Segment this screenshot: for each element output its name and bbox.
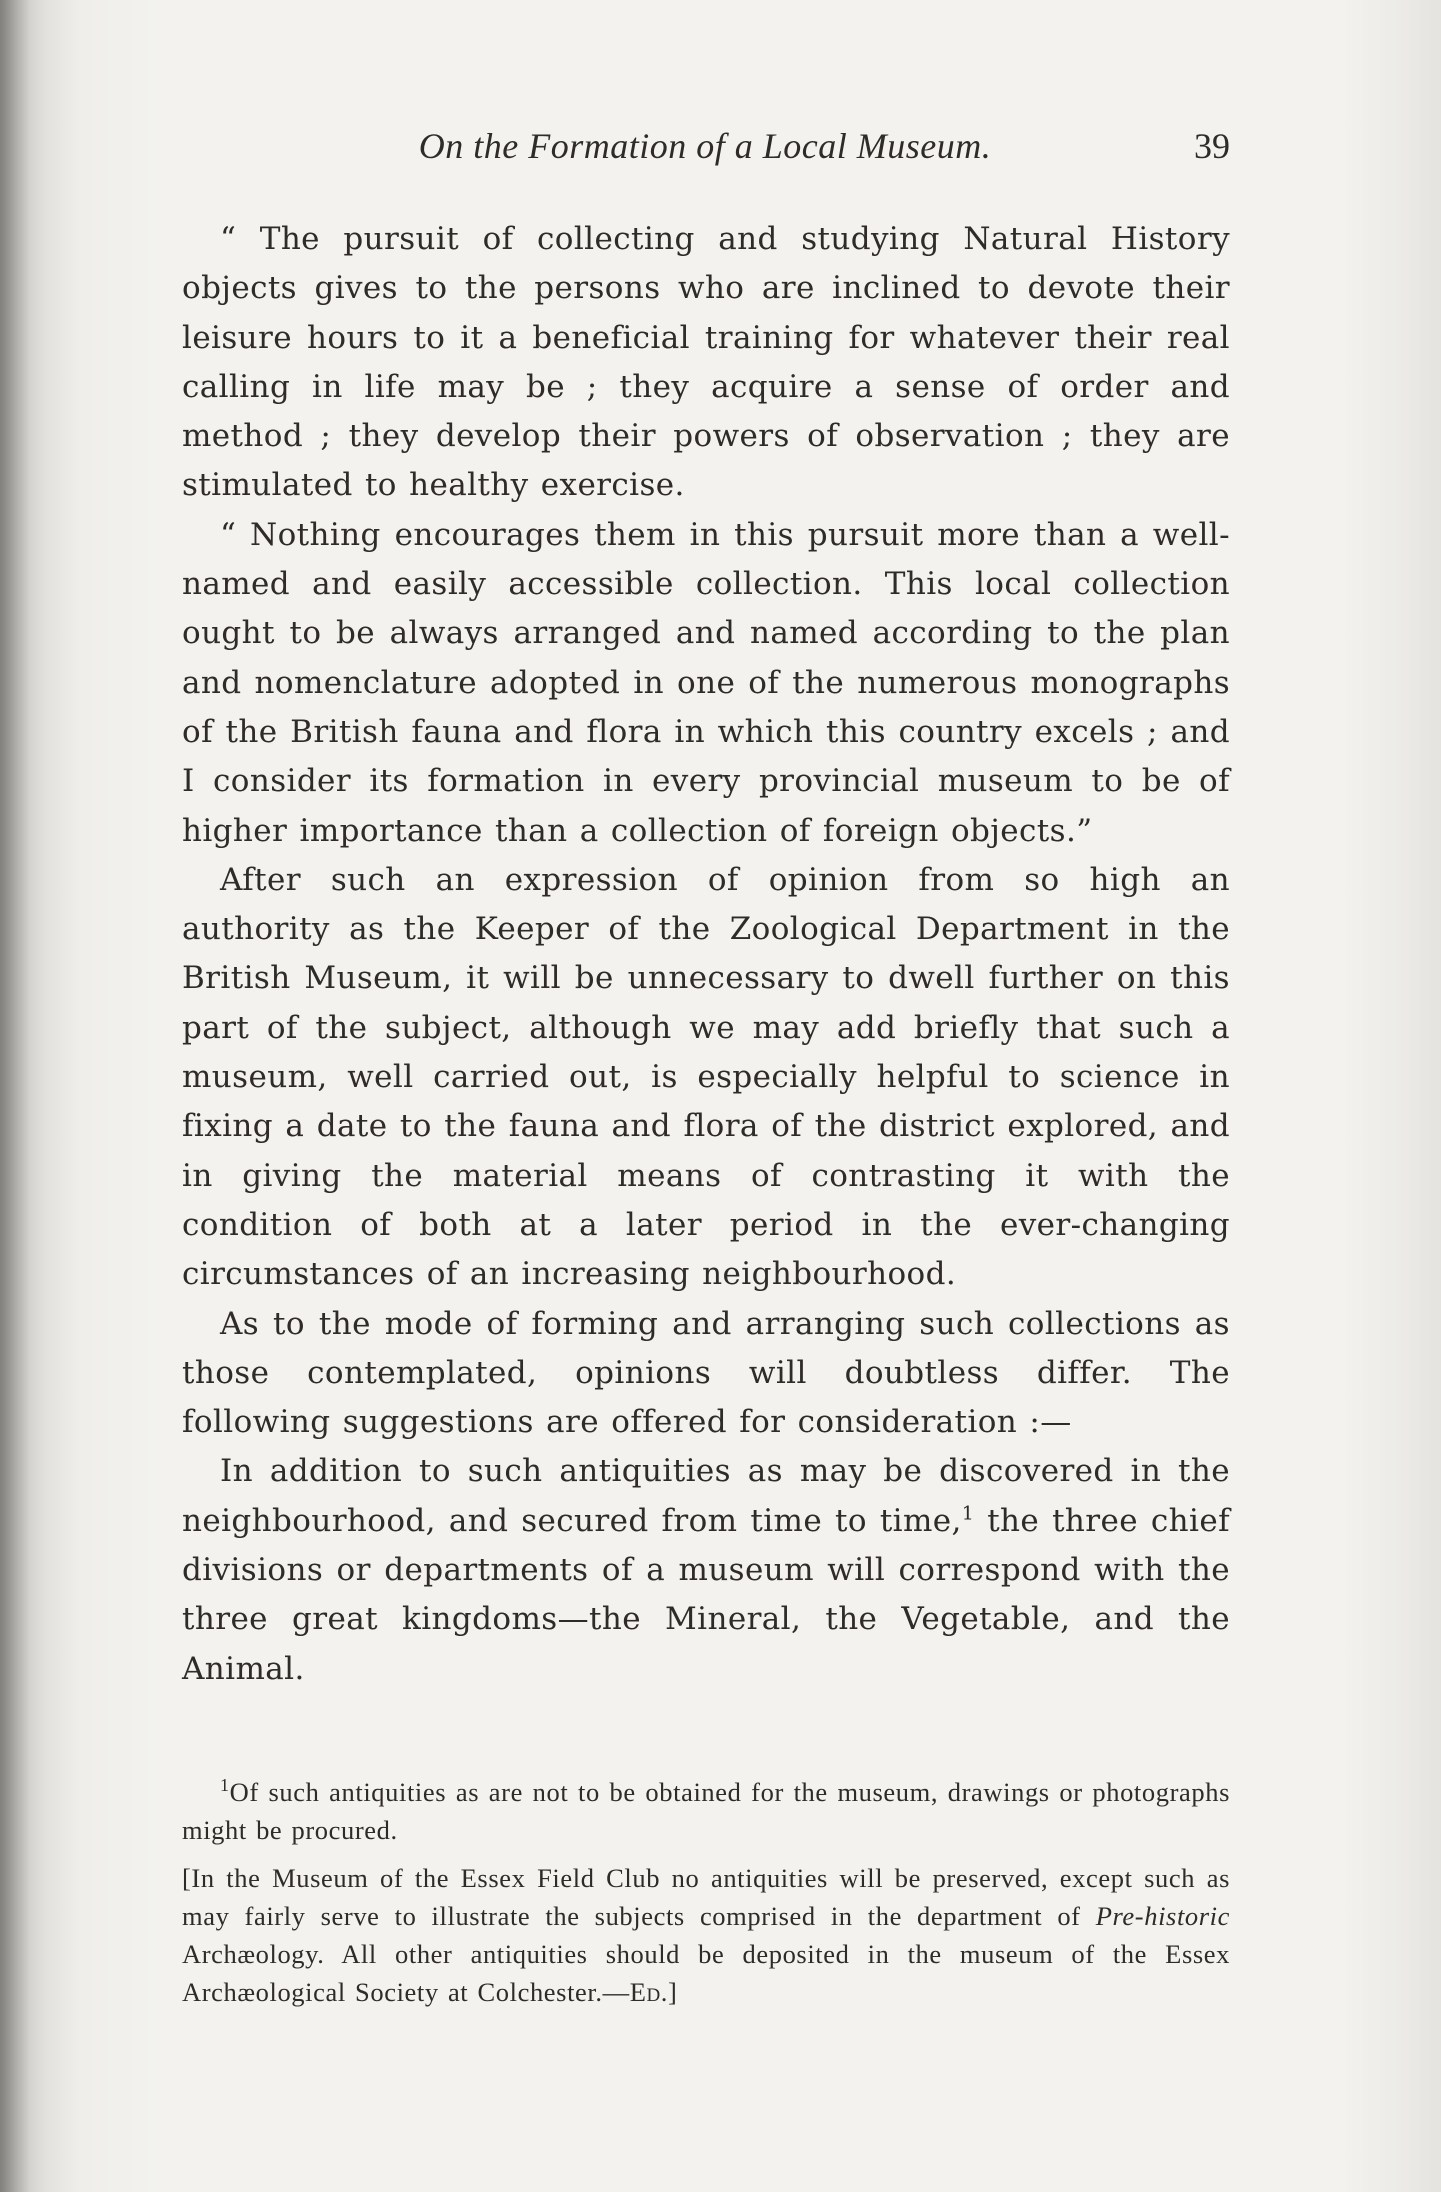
paragraph-4: As to the mode of forming and arranging such collections as those contemplated, opinions will doubtless differ. The following suggestions are offered for consideration :—	[182, 1305, 1230, 1441]
body-text	[182, 215, 1230, 1694]
footnote-2-text-a: [In the Museum of the Essex Field Club no antiquities will be preserved, except such as may fairly serve to illustrate the subjects comprised in the department of	[182, 1863, 1230, 1931]
footnote-2	[182, 1859, 1230, 2011]
page-number: 39	[1194, 126, 1230, 166]
paragraph-5-text-a: In addition to such antiquities as may be discovered in the neighbourhood, and secured from time to time,	[182, 1453, 1230, 1539]
footnote-2-text-b: Archæology. All other antiquities should be deposited in the museum of the Essex Archæological Society at Colchester.—	[182, 1939, 1230, 2007]
binding-shadow	[0, 0, 30, 2192]
paragraph-5	[182, 1447, 1230, 1693]
running-title: On the Formation of a Local Museum.	[418, 126, 992, 166]
editor-signature: Ed.	[629, 1977, 669, 2007]
footnotes	[182, 1773, 1230, 2011]
footnote-2-close: ]	[668, 1977, 678, 2007]
footnote-1-text: Of such antiquities as are not to be obtained for the museum, drawings or photographs might be procured.	[182, 1777, 1230, 1845]
page-header	[180, 125, 1230, 175]
paragraph-quote-1: “ The pursuit of collecting and studying Natural History objects gives to the persons who are inclined to devote their leisure hours to it a beneficial training for whatever their real calling in life may be ; they acquire a sense of order and method ; they develop their powers of observation ; they are stimulated to healthy exercise.	[182, 221, 1230, 504]
footnote-1	[182, 1773, 1230, 1849]
paragraph-quote-2: “ Nothing encourages them in this pursuit more than a well-named and easily accessible collection. This local collection ought to be always arranged and named according to the plan and nomenclature adopted in one of the numerous monographs of the British fauna and flora in which this country excels ; and I consider its formation in every provincial museum to be of higher importance than a collection of foreign objects.”	[182, 516, 1230, 849]
paragraph-3: After such an expression of opinion from so high an authority as the Keeper of the Zoological Department in the British Museum, it will be unnecessary to dwell further on this part of the subject, although we may add briefly that such a museum, well carried out, is especially helpful to science in fixing a date to the fauna and flora of the district explored, and in giving the material means of contrasting it with the condition of both at a later period in the ever-changing circumstances of an increasing neighbourhood.	[182, 861, 1230, 1293]
footnote-1-marker: 1	[220, 1775, 230, 1796]
footnote-reference: 1	[961, 1502, 975, 1525]
paragraph-5-text-b: the three chief divisions or departments of a museum will correspond with the three great kingdoms—the Mineral, the Vegetable, and the Animal.	[182, 1502, 1230, 1687]
footnote-2-italic: Pre-historic	[1095, 1901, 1230, 1931]
